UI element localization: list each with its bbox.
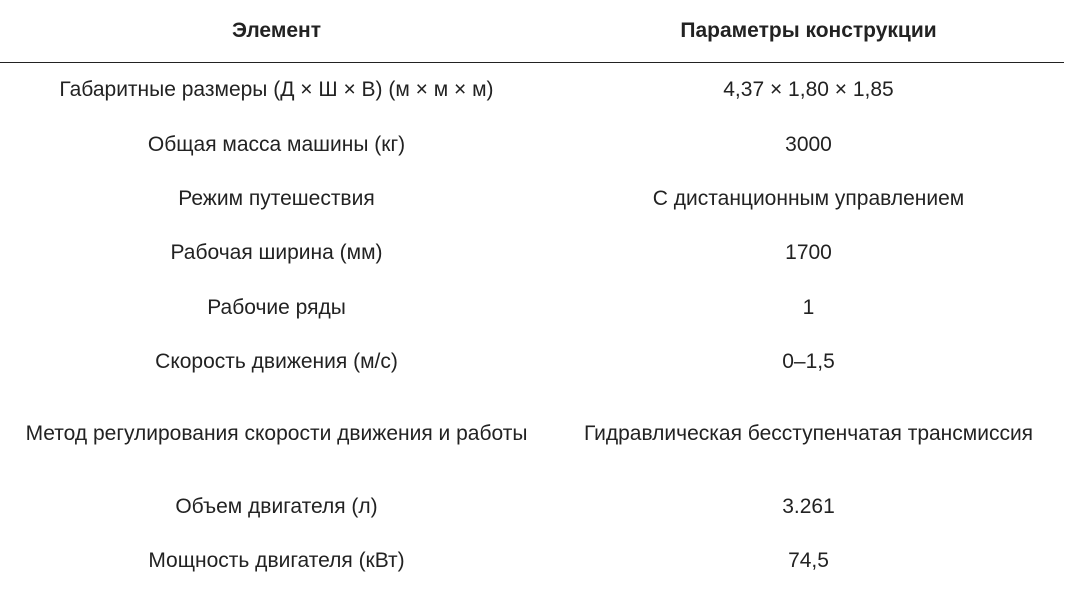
table-header [0,0,1064,63]
cell-value: Гидравлическая бесступенчатая трансмиссия [583,422,1034,446]
table-row [0,479,1064,533]
cell-element: Объем двигателя (л) [175,494,378,518]
cell-element: Общая масса машины (кг) [147,132,406,156]
header-element: Элемент [0,0,553,63]
cell-value: 3000 [785,132,832,156]
cell-element: Габаритные размеры (Д × Ш × В) (м × м × м) [59,78,494,102]
table-row [0,281,1064,335]
cell-element: Мощность двигателя (кВт) [148,548,405,572]
cell-element: Метод регулирования скорости движения и работы [25,422,528,446]
cell-element: Режим путешествия [178,186,375,210]
cell-value: 1 [802,295,815,319]
table-row [0,172,1064,226]
cell-value: 74,5 [788,548,829,572]
cell-value: С дистанционным управлением [652,186,965,210]
header-parameters: Параметры конструкции [553,0,1064,63]
table-row [0,335,1064,389]
header-row [0,0,1064,63]
table-row [0,117,1064,171]
table-row [0,534,1064,588]
cell-value: 0–1,5 [782,350,835,374]
cell-element: Рабочая ширина (мм) [170,241,383,265]
cell-element: Скорость движения (м/с) [155,350,398,374]
cell-value: 3.261 [782,494,835,518]
table-body [0,63,1064,589]
cell-value: 1700 [785,241,832,265]
cell-value: 4,37 × 1,80 × 1,85 [723,78,894,102]
table-row [0,63,1064,118]
cell-element: Рабочие ряды [207,295,346,319]
table-row [0,226,1064,280]
table-row [0,389,1064,479]
